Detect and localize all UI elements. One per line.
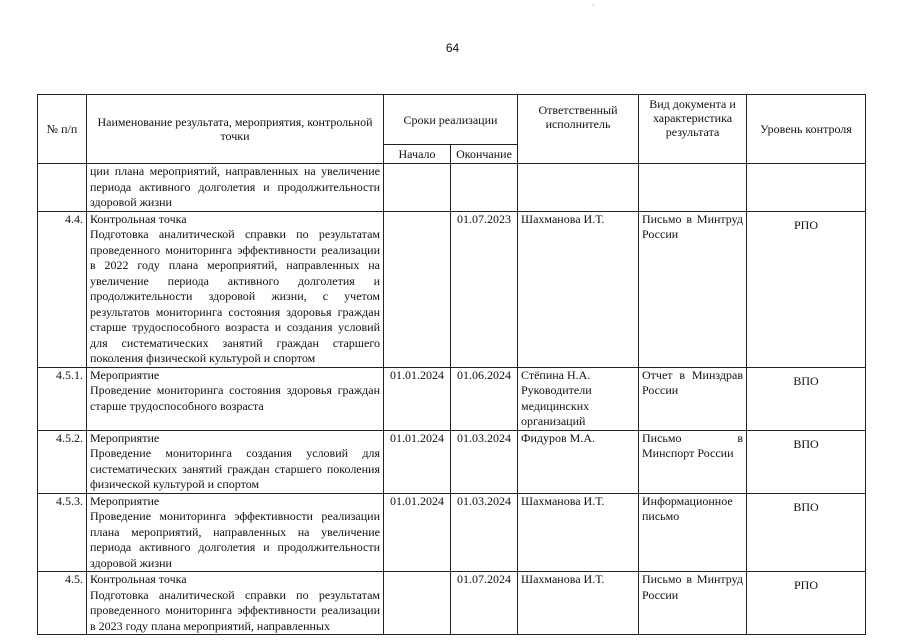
row-description: Контрольная точка Подготовка аналитической справки по результатам проведенного мониторинга эффективности реализации в 2022 году плана мероприятий, направленных на увеличение периода активного долголетия и продолжительности здоровой жизни, с учетом результатов мониторинга состояния здоровья граждан старше трудоспособного возраста и создания условий для систематических занятий граждан старшего поколения физической культурой и спортом (87, 211, 384, 367)
header-doc-type: Вид документа и характеристика результата (639, 95, 747, 164)
table-row (38, 164, 866, 212)
row-document: Информационное письмо (639, 493, 747, 572)
header-start: Начало (384, 145, 451, 164)
row-document: Письмо в Минтруд России (639, 211, 747, 367)
row-number: 4.5.1. (38, 367, 87, 430)
row-description: Мероприятие Проведение мониторинга состояния здоровья граждан старше трудоспособного возраста (87, 367, 384, 430)
row-document: Письмо в Минтруд России (639, 572, 747, 635)
row-start-date: 01.01.2024 (384, 367, 451, 430)
row-end-date: 01.03.2024 (451, 493, 518, 572)
row-executor: Стёпина Н.А. Руководители медицинских организаций (518, 367, 639, 430)
header-end: Окончание (451, 145, 518, 164)
row-number (38, 164, 87, 212)
header-executor: Ответственный исполнитель (518, 95, 639, 164)
row-end-date: 01.03.2024 (451, 430, 518, 493)
row-number: 4.4. (38, 211, 87, 367)
row-document: Письмо в Минспорт России (639, 430, 747, 493)
header-control: Уровень контроля (747, 95, 866, 164)
row-document: Отчет в Минздрав России (639, 367, 747, 430)
header-name: Наименование результата, мероприятия, контрольной точки (87, 95, 384, 164)
table-row (38, 211, 866, 367)
row-control-level: РПО (747, 211, 866, 367)
table-row (38, 430, 866, 493)
row-control-level: РПО (747, 572, 866, 635)
row-number: 4.5. (38, 572, 87, 635)
row-end-date (451, 164, 518, 212)
row-executor: Шахманова И.Т. (518, 211, 639, 367)
row-start-date: 01.01.2024 (384, 430, 451, 493)
scan-mark: ˎ (592, 0, 595, 6)
row-start-date (384, 572, 451, 635)
row-description: Мероприятие Проведение мониторинга эффективности реализации плана мероприятий, направленных на увеличение периода активного долголетия и продолжительности здоровой жизни (87, 493, 384, 572)
row-description: Контрольная точка Подготовка аналитической справки по результатам проведенного мониторинга эффективности реализации в 2023 году плана мероприятий, направленных (87, 572, 384, 635)
row-end-date: 01.06.2024 (451, 367, 518, 430)
row-executor (518, 164, 639, 212)
row-description: Мероприятие Проведение мониторинга создания условий для систематических занятий граждан старшего поколения физической культурой и спортом (87, 430, 384, 493)
row-end-date: 01.07.2023 (451, 211, 518, 367)
row-start-date (384, 164, 451, 212)
row-start-date (384, 211, 451, 367)
row-control-level: ВПО (747, 493, 866, 572)
header-num: № п/п (38, 95, 87, 164)
row-document (639, 164, 747, 212)
page-number: 64 (445, 41, 460, 55)
header-terms: Сроки реализации (384, 95, 518, 145)
plan-table (37, 94, 866, 635)
row-number: 4.5.2. (38, 430, 87, 493)
table-row (38, 367, 866, 430)
row-start-date: 01.01.2024 (384, 493, 451, 572)
table-row (38, 493, 866, 572)
row-description: ции плана мероприятий, направленных на увеличение периода активного долголетия и продолжительности здоровой жизни (87, 164, 384, 212)
table-row (38, 572, 866, 635)
row-executor: Шахманова И.Т. (518, 572, 639, 635)
row-executor: Фидуров М.А. (518, 430, 639, 493)
row-end-date: 01.07.2024 (451, 572, 518, 635)
row-control-level: ВПО (747, 430, 866, 493)
row-control-level (747, 164, 866, 212)
row-executor: Шахманова И.Т. (518, 493, 639, 572)
row-control-level: ВПО (747, 367, 866, 430)
row-number: 4.5.3. (38, 493, 87, 572)
